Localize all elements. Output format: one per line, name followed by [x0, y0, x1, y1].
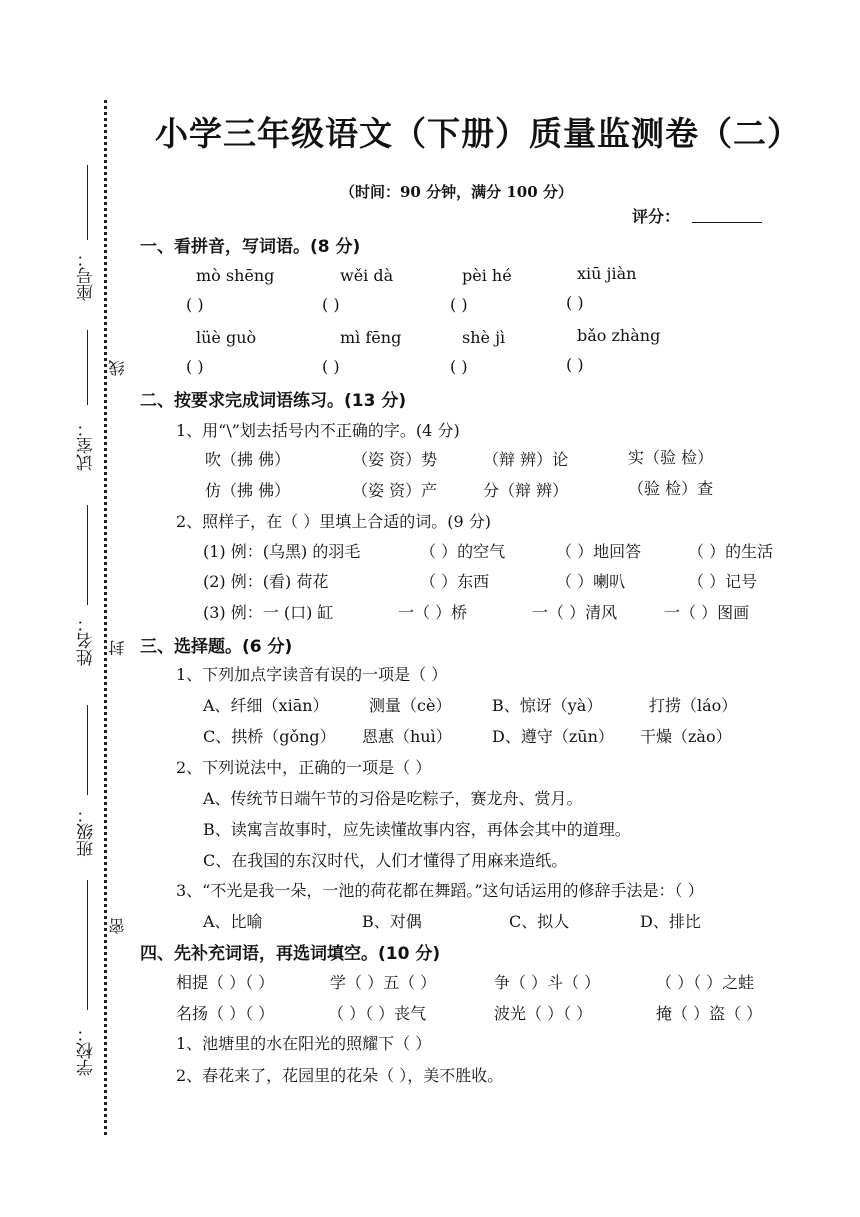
exam-subtitle: （时间：90 分钟，满分 100 分）	[340, 183, 573, 201]
question-text: 1、下列加点字读音有误的一项是（ ）	[176, 665, 448, 684]
idiom-item[interactable]: 掩（ ）盗（ ）	[656, 1004, 763, 1023]
option-c[interactable]: C、在我国的东汉时代，人们才懂得了用麻来造纸。	[203, 851, 568, 870]
pinyin: bǎo zhàng	[577, 326, 661, 345]
option-b[interactable]: B、惊讶（yà）	[492, 696, 603, 715]
option-a[interactable]: A、比喻	[203, 912, 263, 931]
secret-char: 密	[108, 918, 127, 934]
option-a-part2: 测量（cè）	[369, 696, 452, 715]
pinyin: shè jì	[462, 328, 506, 347]
fill-item[interactable]: （ ）的空气	[420, 542, 506, 561]
room-label: 试室：	[77, 420, 97, 471]
option-c-part2: 恩惠（huì）	[362, 727, 452, 746]
answer-bracket[interactable]: ( )	[566, 355, 584, 374]
option-b[interactable]: B、对偶	[362, 912, 422, 931]
idiom-item[interactable]: （ ）（ ）之蛙	[656, 973, 755, 992]
idiom-item[interactable]: 争（ ）斗（ ）	[494, 973, 601, 992]
seat-label: 座号：	[77, 250, 97, 301]
seat-line	[87, 165, 88, 240]
option-c[interactable]: C、拱桥（gǒng）	[203, 727, 336, 746]
room-line	[87, 330, 88, 405]
word-item: 实（验 检）	[628, 448, 714, 467]
pinyin: lüè guò	[196, 328, 257, 347]
score-label: 评分：	[632, 207, 681, 226]
name-line	[87, 505, 88, 605]
pinyin: wěi dà	[340, 266, 394, 285]
line-char: 线	[108, 360, 127, 376]
example-item: (2) 例：(看) 荷花	[203, 572, 329, 591]
idiom-item[interactable]: （ ）（ ）丧气	[328, 1004, 427, 1023]
pinyin: mì fēng	[340, 328, 402, 347]
option-a[interactable]: A、传统节日端午节的习俗是吃粽子，赛龙舟、赏月。	[203, 789, 583, 808]
answer-bracket[interactable]: ( )	[322, 357, 340, 376]
option-d-part2: 干燥（zào）	[640, 727, 732, 746]
question-text: 1、用“\”划去括号内不正确的字。(4 分)	[176, 421, 460, 440]
pinyin: xiū jiàn	[577, 264, 637, 283]
fill-sentence[interactable]: 2、春花来了，花园里的花朵（ ），美不胜收。	[176, 1066, 504, 1085]
fill-item[interactable]: （ ）的生活	[688, 542, 774, 561]
option-c[interactable]: C、拟人	[509, 912, 570, 931]
fill-item[interactable]: （ ）记号	[688, 572, 758, 591]
name-label: 姓名：	[77, 615, 97, 666]
question-text: 2、下列说法中，正确的一项是（ ）	[176, 758, 432, 777]
pinyin: pèi hé	[462, 266, 512, 285]
idiom-item[interactable]: 波光（ ）（ ）	[494, 1004, 593, 1023]
fill-item[interactable]: 一（ ）桥	[398, 603, 468, 622]
answer-bracket[interactable]: ( )	[450, 357, 468, 376]
answer-bracket[interactable]: ( )	[450, 295, 468, 314]
class-line	[87, 705, 88, 795]
fill-item[interactable]: 一（ ）清风	[532, 603, 618, 622]
word-item: （姿 资）产	[352, 481, 438, 500]
answer-bracket[interactable]: ( )	[566, 293, 584, 312]
section4-heading: 四、先补充词语，再选词填空。(10 分)	[140, 944, 441, 964]
fill-item[interactable]: （ ）地回答	[556, 542, 642, 561]
question-text: 3、“不光是我一朵，一池的荷花都在舞蹈。”这句话运用的修辞手法是：（ ）	[176, 881, 704, 900]
word-item: 吹（拂 佛）	[205, 450, 291, 469]
score-field[interactable]	[692, 222, 762, 223]
option-d[interactable]: D、排比	[640, 912, 701, 931]
answer-bracket[interactable]: ( )	[186, 357, 204, 376]
school-line	[87, 880, 88, 1010]
section1-heading: 一、看拼音，写词语。(8 分)	[140, 237, 361, 257]
binding-dotted-line	[104, 100, 107, 1135]
option-b-part2: 打捞（láo）	[649, 696, 738, 715]
idiom-item[interactable]: 名扬（ ）（ ）	[176, 1004, 275, 1023]
word-item: （辩 辨）论	[483, 450, 569, 469]
section3-heading: 三、选择题。(6 分)	[140, 637, 293, 657]
idiom-item[interactable]: 相提（ ）（ ）	[176, 973, 275, 992]
word-item: 分（辩 辨）	[483, 481, 569, 500]
page-title: 小学三年级语文（下册）质量监测卷（二）	[155, 114, 801, 153]
option-d[interactable]: D、遵守（zūn）	[492, 727, 614, 746]
word-item: 仿（拂 佛）	[205, 481, 291, 500]
answer-bracket[interactable]: ( )	[322, 295, 340, 314]
answer-bracket[interactable]: ( )	[186, 295, 204, 314]
fill-item[interactable]: 一（ ）图画	[664, 603, 750, 622]
fill-sentence[interactable]: 1、池塘里的水在阳光的照耀下（ ）	[176, 1034, 432, 1053]
seal-char: 封	[108, 640, 127, 656]
pinyin: mò shēng	[196, 266, 275, 285]
school-label: 学校：	[77, 1025, 97, 1076]
word-item: （验 检）查	[628, 479, 714, 498]
option-b[interactable]: B、读寓言故事时，应先读懂故事内容，再体会其中的道理。	[203, 820, 631, 839]
fill-item[interactable]: （ ）喇叭	[556, 572, 626, 591]
word-item: （姿 资）势	[352, 450, 438, 469]
question-text: 2、照样子，在（ ）里填上合适的词。(9 分)	[176, 512, 492, 531]
section2-heading: 二、按要求完成词语练习。(13 分)	[140, 391, 407, 411]
class-label: 班级：	[77, 806, 97, 857]
example-item: (3) 例：一 (口) 缸	[203, 603, 334, 622]
fill-item[interactable]: （ ）东西	[420, 572, 490, 591]
idiom-item[interactable]: 学（ ）五（ ）	[330, 973, 437, 992]
example-item: (1) 例：(乌黑) 的羽毛	[203, 542, 361, 561]
option-a[interactable]: A、纤细（xiān）	[203, 696, 329, 715]
